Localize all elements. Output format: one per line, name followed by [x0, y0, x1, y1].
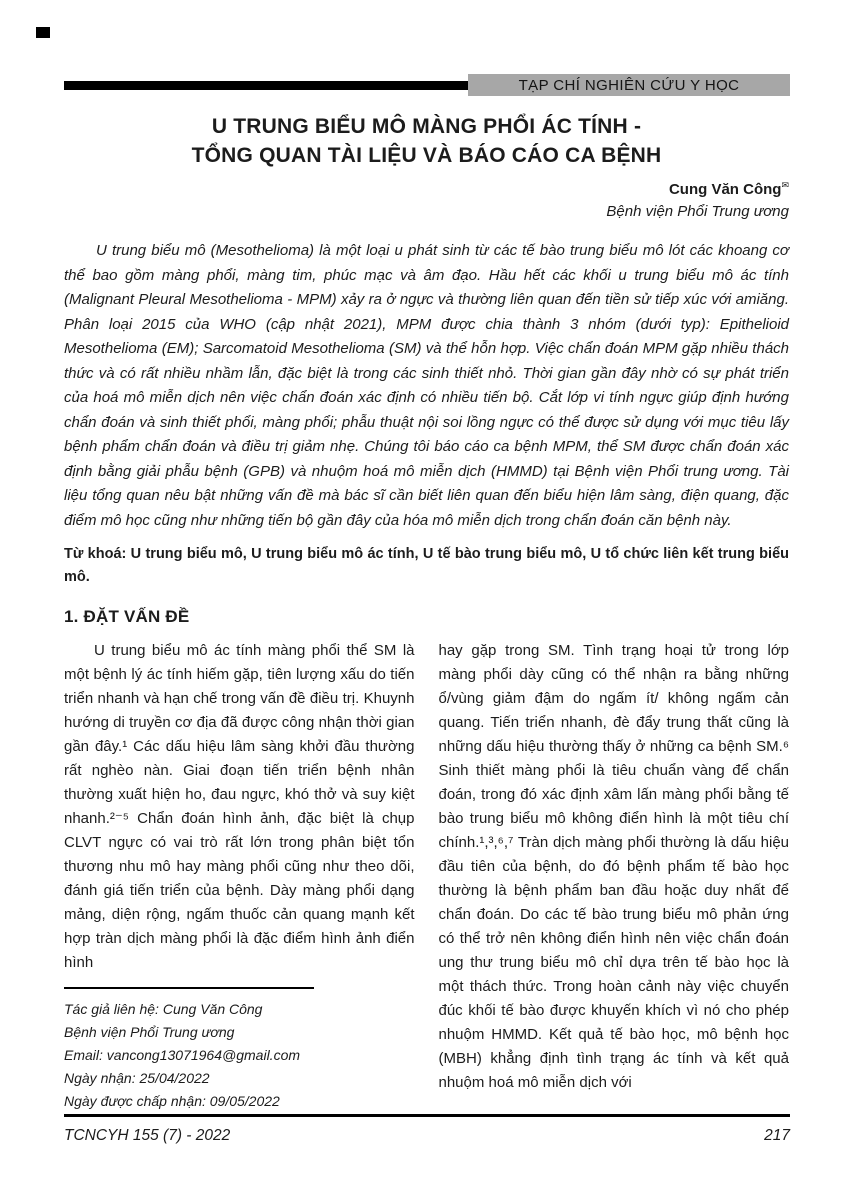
two-column-body: [64, 639, 789, 1113]
journal-name: TẠP CHÍ NGHIÊN CỨU Y HỌC: [518, 76, 740, 94]
author-affiliation: Bệnh viện Phổi Trung ương: [606, 203, 789, 220]
footer-page-number: 217: [764, 1127, 790, 1144]
journal-header: [64, 74, 790, 96]
section-heading-introduction: 1. ĐẶT VẤN ĐỀ: [64, 607, 190, 626]
body-paragraph-left: U trung biểu mô ác tính màng phổi thể SM là một bệnh lý ác tính hiếm gặp, tiên lượng xấu do tiến triển nhanh và hạn chế trong vấn đề điều trị. Khuynh hướng di truyền cơ địa đã được công nhận thời gian gần đây.¹ Các dấu hiệu lâm sàng khởi đầu thường rất nghèo nàn. Giai đoạn tiến triển bệnh nhân thường xuất hiện ho, đau ngực, khó thở và suy kiệt nhanh.²⁻⁵ Chẩn đoán hình ảnh, đặc biệt là chụp CLVT ngực có vai trò rất lớn trong phân biệt tổn thương nhu mô hay màng phổi cũng như theo dõi, đánh giá tiến triển của bệnh. Dày màng phổi dạng mảng, diện rộng, ngấm thuốc cản quang mạnh kết hợp tràn dịch màng phổi là đặc điểm hình ảnh điển hình: [64, 642, 415, 971]
article-title-line-1: U TRUNG BIỂU MÔ MÀNG PHỔI ÁC TÍNH -: [211, 115, 642, 138]
correspondence-block: [64, 998, 415, 1113]
correspondence-received-date-line: Ngày nhận: 25/04/2022: [64, 1070, 210, 1086]
right-column: [439, 639, 790, 1113]
print-registration-mark: [36, 27, 50, 38]
correspondence-author-line: Tác giả liên hệ: Cung Văn Công: [64, 1001, 263, 1017]
left-column: [64, 639, 415, 1113]
correspondence-affiliation-line: Bệnh viện Phổi Trung ương: [64, 1024, 235, 1040]
author-name: [64, 174, 789, 201]
author-name-text: Cung Văn Công: [668, 181, 782, 198]
correspondence-email-line: Email: vancong13071964@gmail.com: [64, 1047, 301, 1063]
footer-rule: [64, 1114, 790, 1117]
header-rule: [64, 81, 468, 90]
article-title-line-2: TỔNG QUAN TÀI LIỆU VÀ BÁO CÁO CA BỆNH: [191, 144, 662, 167]
keywords-line: Từ khoá: U trung biểu mô, U trung biểu mô ác tính, U tế bào trung biểu mô, U tổ chức liên kết trung biểu mô.: [64, 546, 789, 585]
article-title: [64, 112, 789, 170]
journal-name-box: [468, 74, 790, 96]
correspondence-divider: [64, 987, 314, 989]
author-block: [64, 174, 789, 223]
page-footer: [64, 1114, 790, 1145]
body-paragraph-right: hay gặp trong SM. Tình trạng hoại tử trong lớp màng phổi dày cũng có thể nhận ra bằng những ổ/vùng giảm đậm do ngấm ít/ không ngấm cản quang. Tiến triển nhanh, đè đẩy trung thất cũng là những dấu hiệu thường thấy ở những ca bệnh SM.⁶ Sinh thiết màng phổi là tiêu chuẩn vàng để chẩn đoán, trong đó xác định xâm lấn màng phổi bằng tế bào trung biểu mô không điển hình là một tiêu chí chính.¹,³,⁶,⁷ Tràn dịch màng phổi thường là dấu hiệu đầu tiên của bệnh, do đó bệnh phẩm tế bào học thường là bệnh phẩm ban đầu hoặc duy nhất để chẩn đoán. Do các tế bào trung biểu mô phản ứng có thể trở nên không điển hình nên việc chẩn đoán ung thư trung biểu mô chỉ dựa trên tế bào học là một thách thức. Trong hoàn cảnh này việc chuyển đúc khối tế bào được khuyến khích vì nó cho phép nhuộm HMMD. Kết quả tế bào học, mô bệnh học (MBH) khẳng định tình trạng ác tính và kết quả nhuộm hoá mô miễn dịch với: [438, 642, 789, 1091]
correspondence-accepted-date-line: Ngày được chấp nhận: 09/05/2022: [64, 1093, 280, 1109]
footer-row: [64, 1127, 790, 1145]
email-envelope-icon: ✉: [781, 180, 789, 190]
abstract-paragraph: U trung biểu mô (Mesothelioma) là một loại u phát sinh từ các tế bào trung biểu mô lót các khoang cơ thể bao gồm màng phổi, màng tim, phúc mạc và âm đạo. Hầu hết các khối u trung biểu mô ác tính (Malignant Pleural Mesothelioma - MPM) xảy ra ở ngực và thường liên quan đến tiền sử tiếp xúc với amiăng. Phân loại 2015 của WHO (cập nhật 2021), MPM được chia thành 3 nhóm (dưới typ): Epithelioid Mesothelioma (EM); Sarcomatoid Mesothelioma (SM) và thể hỗn hợp. Việc chẩn đoán MPM gặp nhiều thách thức và có rất nhiều nhầm lẫn, đặc biệt là trong các sinh thiết nhỏ. Thời gian gần đây nhờ có sự phát triển của hoá mô miễn dịch nên việc chẩn đoán xác định có nhiều tiến bộ. Cắt lớp vi tính ngực giúp định hướng chẩn đoán và sinh thiết phổi, màng phổi; phẫu thuật nội soi lồng ngực có thể được sử dụng với mục tiêu lấy bệnh phẩm chẩn đoán và điều trị giảm nhẹ. Chúng tôi báo cáo ca bệnh MPM, thể SM được chẩn đoán xác định bằng giải phẫu bệnh (GPB) và nhuộm hoá mô miễn dịch (HMMD) tại Bệnh viện Phổi trung ương. Tài liệu tổng quan nêu bật những vấn đề mà bác sĩ cần biết liên quan đến biểu hiện lâm sàng, điện quang, đặc điểm mô học cũng như những tiến bộ gần đây của hóa mô miễn dịch trong chẩn đoán căn bệnh này.: [64, 242, 789, 529]
footer-journal-ref: TCNCYH 155 (7) - 2022: [64, 1127, 231, 1144]
